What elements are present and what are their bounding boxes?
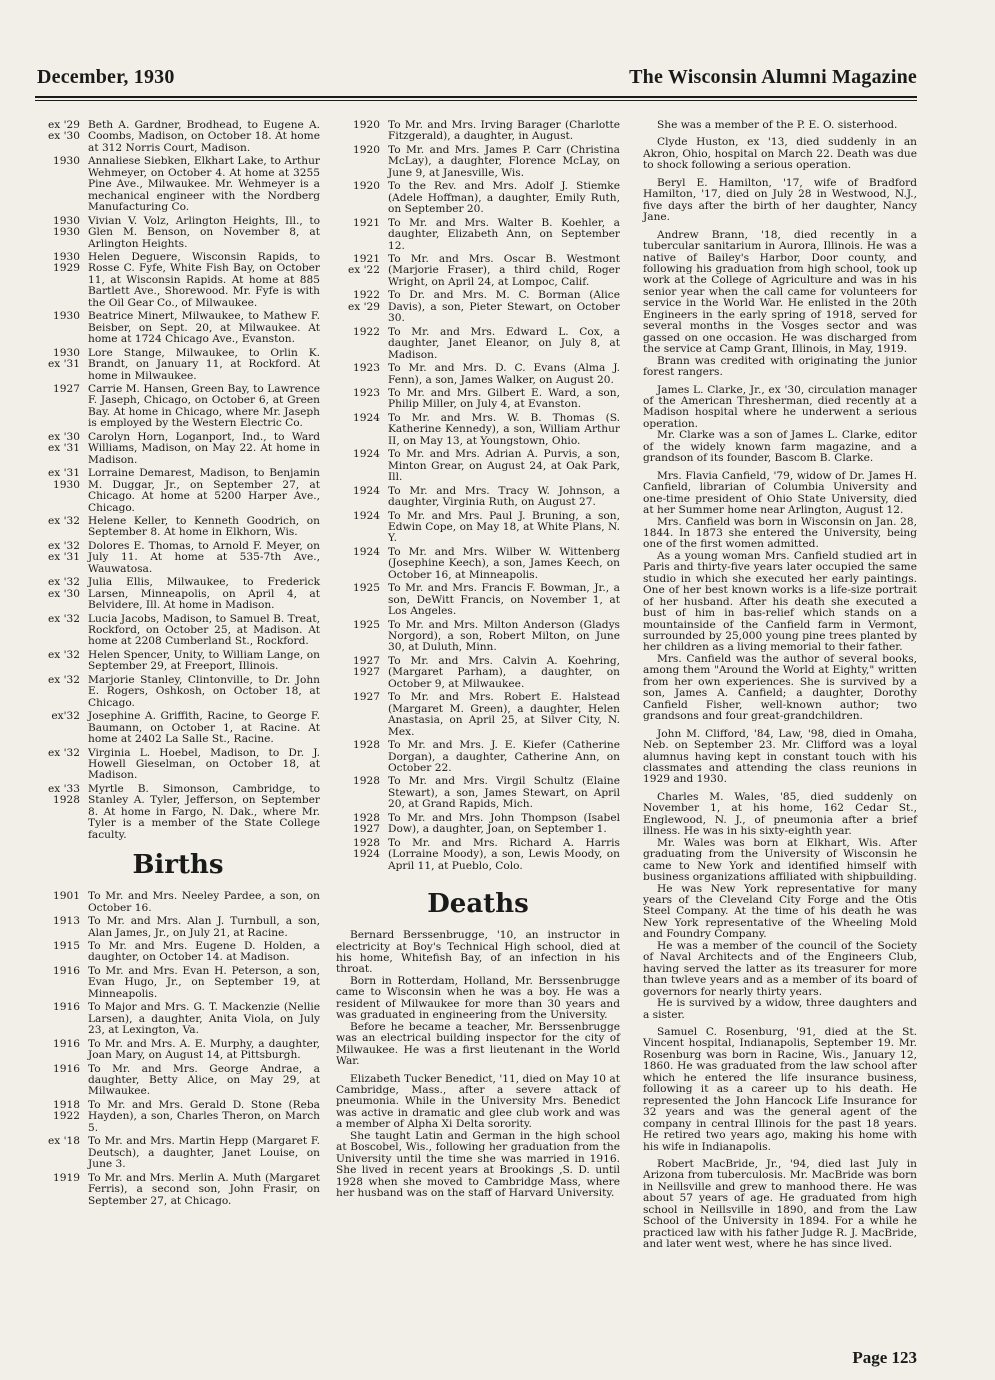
entry-text: Lucia Jacobs, Madison, to Samuel B. Treat, Rockford, on October 25, at Madison. At home at 2208 Cumberland St., Rockford. [88,612,320,648]
entry-text: To Mr. and Mrs. Martin Hepp (Margaret F. Deutsch), a daughter, Janet Louise, on June 3. [88,1135,320,1171]
obituary [643,471,917,723]
entry-text: To the Rev. and Mrs. Adolf J. Stiemke (Adele Hoffman), a daughter, Emily Ruth, on September 20. [388,180,620,216]
class-year: ex '31 1930 [47,467,80,491]
class-year: 1927 [53,382,80,395]
class-year: 1930 [53,155,80,168]
magazine-title-header: The Wisconsin Alumni Magazine [629,66,917,88]
class-year: 1913 [53,915,80,928]
obituary-paragraph: Samuel C. Rosenburg, '91, died at the St. Vincent hospital, Indianapolis, September 19. Mr. Rosenburg was born in Racine, Wis., January 12, 1860. He was graduated from the law school after which he entered the life insurance business, following it as a career up to his death. He represented the John Hancock Life Insurance for 32 years and was the general agent of the company in central Illinois for the past 18 years. He retired two years ago, making his home with his wife in Indianapolis. [643,1025,917,1153]
class-year: ex '29 ex '30 [47,119,80,143]
class-year: ex '32 [47,746,80,759]
birth-entry [336,740,620,774]
birth-entry [336,838,620,872]
birth-entry [336,388,620,411]
obituary-paragraph: Andrew Brann, '18, died recently in a tubercular sanitarium in Aurora, Illinois. He was a native of Bailey's Harbor, Door county, and following his graduation from high school, took up work at the College of Agriculture and was in his senior year when the call came for volunteers for service in the World War. He enlisted in the 20th Engineers in the early spring of 1918, served for several months in the Vosges sector and was gassed on one occasion. He was discharged from the service at Camp Grant, Illinois, in May, 1919. [643,228,917,356]
class-year: 1920 [353,119,380,131]
class-year: 1916 [53,964,80,977]
marriage-entry [36,252,320,309]
obituary-paragraph: Mrs. Canfield was the author of several books, among them "Around the World at Eighty," written from her own experiences. She is survived by a son, James A. Canfield; a daughter, Dorothy Canfield Fisher, well-known author; two grandsons and four great-grandchildren. [643,652,917,723]
birth-entry [336,486,620,509]
class-year: 1925 [353,582,380,595]
marriage-entry [36,516,320,539]
entry-text: To Mr. and Mrs. Virgil Schultz (Elaine Stewart), a son, James Stewart, on April 20, at Grand Rapids, Mich. [388,775,620,811]
entry-text: Carrie M. Hansen, Green Bay, to Lawrence F. Jaseph, Chicago, on October 6, at Green Bay. At home in Chicago, where Mr. Jaseph is employed by the Western Electric Co. [88,382,320,430]
obituary-paragraph: He is survived by a widow, three daughters and a sister. [643,997,917,1021]
marriage-entry [36,614,320,648]
deaths-list-right [643,120,917,1251]
obituary-paragraph: Born in Rotterdam, Holland, Mr. Berssenbrugge came to Wisconsin when he was a boy. He was a resident of Milwaukee for more than 30 years and was graduated in engineering from the University. [336,974,620,1022]
births-list-left [36,891,320,1207]
class-year: 1924 [353,545,380,558]
class-year: 1927 1927 [353,654,380,679]
obituary-paragraph: Brann was credited with originating the junior forest rangers. [643,354,917,379]
class-year: ex '32 [47,673,80,686]
entry-text: To Mr. and Mrs. Eugene D. Holden, a daughter, on October 14. at Madison. [88,940,320,964]
class-year: 1930 1929 [53,250,80,275]
class-year: 1928 [353,739,380,752]
obituary-paragraph: Charles M. Wales, '85, died suddenly on November 1, at his home, 162 Cedar St., Englewood, N. J., of pneumonia after a brief illness. He was in his sixty-eighth year. [643,790,917,838]
column-middle [336,120,620,1206]
entry-text: To Mr. and Mrs. George Andrae, a daughter, Betty Alice, on May 29, at Milwaukee. [88,1062,320,1098]
entry-text: To Mr. and Mrs. Alan J. Turnbull, a son, Alan James, Jr., on July 21, at Racine. [88,915,320,939]
marriage-entry [36,432,320,466]
marriage-entry [36,748,320,782]
birth-entry [336,656,620,690]
births-heading: Births [132,850,224,881]
class-year: 1922 [353,325,380,338]
entry-text: To Mr. and Mrs. Irving Barager (Charlotte Fitzgerald), a daughter, in August. [388,119,620,143]
entry-text: Lorraine Demarest, Madison, to Benjamin M. Duggar, Jr., on September 27, at Chicago. At home at 5200 Harper Ave., Chicago. [88,467,320,514]
obituary-paragraph: As a young woman Mrs. Canfield studied art in Paris and thirty-five years later occupied the same studio in which she executed her early paintings. One of her best known works is a life-size portrait of her husband. After his death she executed a bust of him in bas-relief which stands on a mountainside of the Canfield farm in Vermont, surrounded by 25,000 young pine trees planted by her children as a living memorial to their father. [643,549,917,654]
entry-text: To Mr. and Mrs. A. E. Murphy, a daughter, Joan Mary, on August 14, at Pittsburgh. [88,1037,320,1062]
column-left [36,120,320,1209]
class-year: 1921 ex '22 [347,252,380,277]
birth-entry [36,1002,320,1036]
marriage-entry [36,675,320,709]
class-year: 1921 [353,216,380,229]
obituary [643,230,917,379]
birth-entry [336,813,620,836]
class-year: ex '32 [47,514,80,527]
marriages-list [36,120,320,841]
birth-entry [336,290,620,324]
class-year: 1930 ex '31 [47,346,80,371]
birth-entry [336,449,620,483]
birth-entry [36,891,320,914]
marriage-entry [36,468,320,514]
class-year: 1920 [353,180,380,193]
class-year: 1924 [353,411,380,424]
class-year: 1920 [353,143,380,156]
marriage-entry [36,311,320,345]
class-year: ex '32 ex '30 [47,576,80,600]
obituary-paragraph: James L. Clarke, Jr., ex '30, circulation manager of the American Thresherman, died recently at a Madison hospital where he underwent a serious operation. [643,383,917,430]
entry-text: Helene Keller, to Kenneth Goodrich, on September 8. At home in Elkhorn, Wis. [88,514,320,539]
entry-text: Lore Stange, Milwaukee, to Orlin K. Brandt, on January 11, at Rockford. At home in Milwaukee. [88,346,320,382]
entry-text: Helen Spencer, Unity, to William Lange, on September 29, at Freeport, Illinois. [88,648,320,673]
obituary [643,178,917,224]
entry-text: To Mr. and Mrs. Calvin A. Koehring, (Margaret Parham), a daughter, on October 9, at Milwaukee. [388,654,620,690]
entry-text: Myrtle B. Simonson, Cambridge, to Stanley A. Tyler, Jefferson, on September 8. At home in Fargo, N. Dak., where Mr. Tyler is a member of the State College faculty. [88,782,320,841]
entry-text: To Mr. and Mrs. Adrian A. Purvis, a son, Minton Grear, on August 24, at Oak Park, Ill. [388,448,620,484]
entry-text: To Mr. and Mrs. W. B. Thomas (S. Katherine Kennedy), a son, William Arthur II, on May 13, at Youngstown, Ohio. [388,411,620,447]
entry-text: To Mr. and Mrs. Gerald D. Stone (Reba Hayden), a son, Charles Theron, on March 5. [88,1098,320,1134]
entry-text: Beth A. Gardner, Brodhead, to Eugene A. Coombs, Madison, on October 18. At home at 312 Norris Court, Madison. [88,119,320,154]
entry-text: Virginia L. Hoebel, Madison, to Dr. J. Howell Gieselman, on October 18, at Madison. [88,746,320,782]
entry-text: To Major and Mrs. G. T. Mackenzie (Nellie Larsen), a daughter, Anita Viola, on July 23, at Lexington, Va. [88,1001,320,1037]
class-year: 1928 1924 [353,836,380,861]
birth-entry [336,327,620,361]
obituary [643,385,917,465]
obituary [336,1074,620,1200]
class-year: 1919 [53,1171,80,1184]
birth-entry [36,1136,320,1170]
marriage-entry [36,384,320,430]
entry-text: Vivian V. Volz, Arlington Heights, Ill., to Glen M. Benson, on November 8, at Arlington Heights. [88,214,320,250]
birth-entry [336,547,620,581]
obituary-paragraph: Clyde Huston, ex '13, died suddenly in an Akron, Ohio, hospital on March 22. Death was due to shock following a serious operation. [643,136,917,172]
entry-text: Helen Deguere, Wisconsin Rapids, to Rosse C. Fyfe, White Fish Bay, on October 11, at Wisconsin Rapids. At home at 885 Bartlett Ave., Shorewood. Mr. Fyfe is with the Oil Gear Co., of Milwaukee. [88,250,320,309]
class-year: ex '32 [47,612,80,625]
obituary [643,137,917,171]
entry-text: To Mr. and Mrs. Robert E. Halstead (Margaret M. Green), a daughter, Helen Anastasia, on April 25, at Silver City, N. Mex. [388,691,620,738]
entry-text: To Mr. and Mrs. Tracy W. Johnson, a daughter, Virginia Ruth, on August 27. [388,484,620,509]
class-year: 1928 [353,775,380,788]
entry-text: To Dr. and Mrs. M. C. Borman (Alice Davis), a son, Pieter Stewart, on October 30. [388,289,620,325]
entry-text: Julia Ellis, Milwaukee, to Frederick Larsen, Minneapolis, on April 4, at Belvidere, Ill. At home in Madison. [88,576,320,612]
deaths-heading: Deaths [427,889,529,920]
birth-entry [36,1173,320,1207]
entry-text: To Mr. and Mrs. Walter B. Koehler, a daughter, Elizabeth Ann, on September 12. [388,216,620,252]
marriage-entry [36,541,320,575]
marriage-entry [36,650,320,673]
class-year: 1924 [353,509,380,522]
obituary-paragraph: He was a member of the council of the Society of Naval Architects and of the Engineers Club, having served the latter as its treasurer for more than twleve years and as a member of its board of governors for nearly thirty years. [643,939,917,998]
marriage-entry [36,784,320,841]
class-year: 1923 [353,386,380,399]
births-list-middle [336,120,620,872]
birth-entry [336,583,620,617]
marriage-entry [36,711,320,745]
class-year: 1923 [353,362,380,375]
marriage-entry [36,348,320,382]
page-number: Page 123 [852,1348,917,1367]
entry-text: To Mr. and Mrs. Milton Anderson (Gladys Norgord), a son, Robert Milton, on June 30, at Duluth, Minn. [388,618,620,654]
entry-text: To Mr. and Mrs. Gilbert E. Ward, a son, Philip Miller, on July 4, at Evanston. [388,386,620,411]
entry-text: Dolores E. Thomas, to Arnold F. Meyer, on July 11. At home at 535-7th Ave., Wauwatosa. [88,539,320,575]
birth-entry [336,692,620,738]
entry-text: To Mr. and Mrs. Wilber W. Wittenberg (Josephine Keech), a son, James Keech, on October 16, at Minneapolis. [388,545,620,581]
birth-entry [36,941,320,964]
entry-text: To Mr. and Mrs. Richard A. Harris (Lorraine Moody), a son, Lewis Moody, on April 11, at Pueblo, Colo. [388,836,620,872]
entry-text: Carolyn Horn, Loganport, Ind., to Ward Williams, Madison, on May 22. At home in Madison. [88,430,320,466]
class-year: 1924 [353,484,380,497]
obituary-paragraph: He was New York representative for many years of the Cleveland City Forge and the Otis Steel Company. At the time of his death he was New York representative of the Wheeling Mold and Foundry Company. [643,882,917,941]
obituary [643,1027,917,1153]
class-year: 1928 1927 [353,811,380,836]
entry-text: To Mr. and Mrs. James P. Carr (Christina McLay), a daughter, Florence McLay, on June 9, at Janesville, Wis. [388,143,620,179]
issue-date-header: December, 1930 [37,66,175,88]
entry-text: To Mr. and Mrs. Evan H. Peterson, a son, Evan Hugo, Jr., on September 19, at Minneapolis. [88,964,320,1000]
deaths-list-middle [336,930,620,1199]
column-right [643,120,917,1257]
entry-text: To Mr. and Mrs. J. E. Kiefer (Catherine Dorgan), a daughter, Catherine Ann, on October 22. [388,739,620,775]
marriage-entry [36,156,320,213]
class-year: 1930 [53,310,80,323]
birth-entry [336,181,620,215]
entry-text: To Mr. and Mrs. Paul J. Bruning, a son, Edwin Cope, on May 18, at White Plans, N. Y. [388,509,620,545]
obituary-paragraph: John M. Clifford, '84, Law, '98, died in Omaha, Neb. on September 23. Mr. Clifford was a loyal alumnus having kept in constant touch with his classmates and attending the class reunions in 1929 and 1930. [643,727,917,786]
entry-text: To Mr. and Mrs. D. C. Evans (Alma J. Fenn), a son, James Walker, on August 20. [388,362,620,386]
marriage-entry [36,577,320,611]
obituary [643,729,917,786]
class-year: 1930 1930 [53,214,80,239]
birth-entry [336,145,620,179]
class-year: 1915 [53,940,80,952]
class-year: ex '32 ex '31 [47,539,80,564]
obituary [643,1159,917,1251]
class-year: ex '33 1928 [47,782,80,807]
obituary-paragraph: Mrs. Canfield was born in Wisconsin on Jan. 28, 1844. In 1873 she entered the University, being one of the first women admitted. [643,515,917,551]
birth-entry [336,776,620,810]
obituary-paragraph: Robert MacBride, Jr., '94, died last July in Arizona from tuberculosis. Mr. MacBride was born in Neillsville and grew to manhood there. He was about 57 years of age. He graduated from high school in Neillsville in 1890, and from the Law School of the University in 1894. For a while he practiced law with his father Judge R. J. MacBride, and later went west, where he has since lived. [643,1157,917,1251]
class-year: 1927 [353,691,380,704]
header-rule-thin [35,100,917,101]
birth-entry [336,413,620,447]
class-year: 1924 [353,448,380,461]
class-year: 1922 ex '29 [347,289,380,313]
obituary-paragraph: Mr. Clarke was a son of James L. Clarke, editor of the widely known farm magazine, and a grandson of its founder, Bascom B. Clarke. [643,429,917,465]
obituary-paragraph: Before he became a teacher, Mr. Berssenbrugge was an electrical building inspector for the city of Milwaukee. He was a first lieutenant in the World War. [336,1020,620,1068]
obituary-paragraph: Elizabeth Tucker Benedict, '11, died on May 10 at Cambridge, Mass., after a severe attack of pneumonia. While in the University Mrs. Benedict was active in dramatic and glee club work and was a member of Alpha Xi Delta sorority. [336,1072,620,1131]
entry-text: To Mr. and Mrs. Francis F. Bowman, Jr., a son, DeWitt Francis, on November 1, at Los Angeles. [388,582,620,618]
obituary-paragraph: Mr. Wales was born at Elkhart, Wis. After graduating from the University of Wisconsin he came to New York and identified himself with business organizations affiliated with shipbuilding. [643,836,917,884]
class-year: 1916 [53,1062,80,1075]
birth-entry [336,363,620,386]
entry-text: To Mr. and Mrs. Neeley Pardee, a son, on October 16. [88,890,320,914]
entry-text: Marjorie Stanley, Clintonville, to Dr. John E. Rogers, Oshkosh, on October 18, at Chicago. [88,673,320,709]
class-year: ex '30 ex '31 [47,430,80,455]
entry-text: To Mr. and Mrs. Oscar B. Westmont (Marjorie Fraser), a third child, Roger Wright, on April 24, at Lompoc, Calif. [388,252,620,288]
birth-entry [36,1100,320,1134]
obituary [643,792,917,1021]
marriage-entry [36,216,320,250]
marriage-entry [36,120,320,154]
class-year: ex '18 [47,1135,80,1148]
birth-entry [336,620,620,654]
obituary [336,930,620,1067]
class-year: 1925 [353,618,380,631]
birth-entry [36,1039,320,1062]
entry-text: Josephine A. Griffith, Racine, to George F. Baumann, on October 1, at Racine. At home at 2402 La Salle St., Racine. [88,710,320,746]
birth-entry [336,218,620,252]
birth-entry [336,511,620,545]
class-year: ex'32 [51,710,80,723]
class-year: 1901 [53,890,80,903]
entry-text: To Mr. and Mrs. Merlin A. Muth (Margaret Ferris), a second son, John Frasir, on September 27, at Chicago. [88,1171,320,1207]
entry-text: Annaliese Siebken, Elkhart Lake, to Arthur Wehmeyer, on October 4. At home at 3255 Pine Ave., Milwaukee. Mr. Wehmeyer is a mechanical engineer with the Nordberg Manufacturing Co. [88,155,320,214]
class-year: 1916 [53,1037,80,1050]
header-rule [35,96,917,98]
obituary [643,120,917,131]
obituary-paragraph: Beryl E. Hamilton, '17, wife of Bradford Hamilton, '17, died on July 28 in Westwood, N.J., five days after the birth of her daughter, Nancy Jane. [643,176,917,224]
class-year: ex '32 [47,648,80,661]
obituary-paragraph: Mrs. Flavia Canfield, '79, widow of Dr. James H. Canfield, librarian of Columbia University and one-time president of Ohio State University, died at her Summer home near Arlington, August 12. [643,469,917,517]
class-year: 1918 1922 [53,1098,80,1123]
obituary-paragraph: She was a member of the P. E. O. sisterhood. [657,119,898,131]
birth-entry [36,1064,320,1098]
entry-text: To Mr. and Mrs. Edward L. Cox, a daughter, Janet Eleanor, on July 8, at Madison. [388,325,620,361]
entry-text: Beatrice Minert, Milwaukee, to Mathew F. Beisber, on Sept. 20, at Milwaukee. At home at 1724 Chicago Ave., Evanston. [88,310,320,346]
birth-entry [36,916,320,939]
class-year: 1916 [53,1001,80,1014]
obituary-paragraph: Bernard Berssenbrugge, '10, an instructor in electricity at Boy's Technical High school, died at his home, Whitefish Bay, of an infection in his throat. [336,929,620,976]
birth-entry [36,966,320,1000]
birth-entry [336,120,620,143]
obituary-paragraph: She taught Latin and German in the high school at Boscobel, Wis., following her graduation from the University until the time she was married in 1916. She lived in recent years at Brookings ,S. D. until 1928 when she moved to Cambridge Mass, where her husband was on the staff of Harvard University. [336,1129,620,1200]
entry-text: To Mr. and Mrs. John Thompson (Isabel Dow), a daughter, Joan, on September 1. [388,811,620,836]
birth-entry [336,254,620,288]
